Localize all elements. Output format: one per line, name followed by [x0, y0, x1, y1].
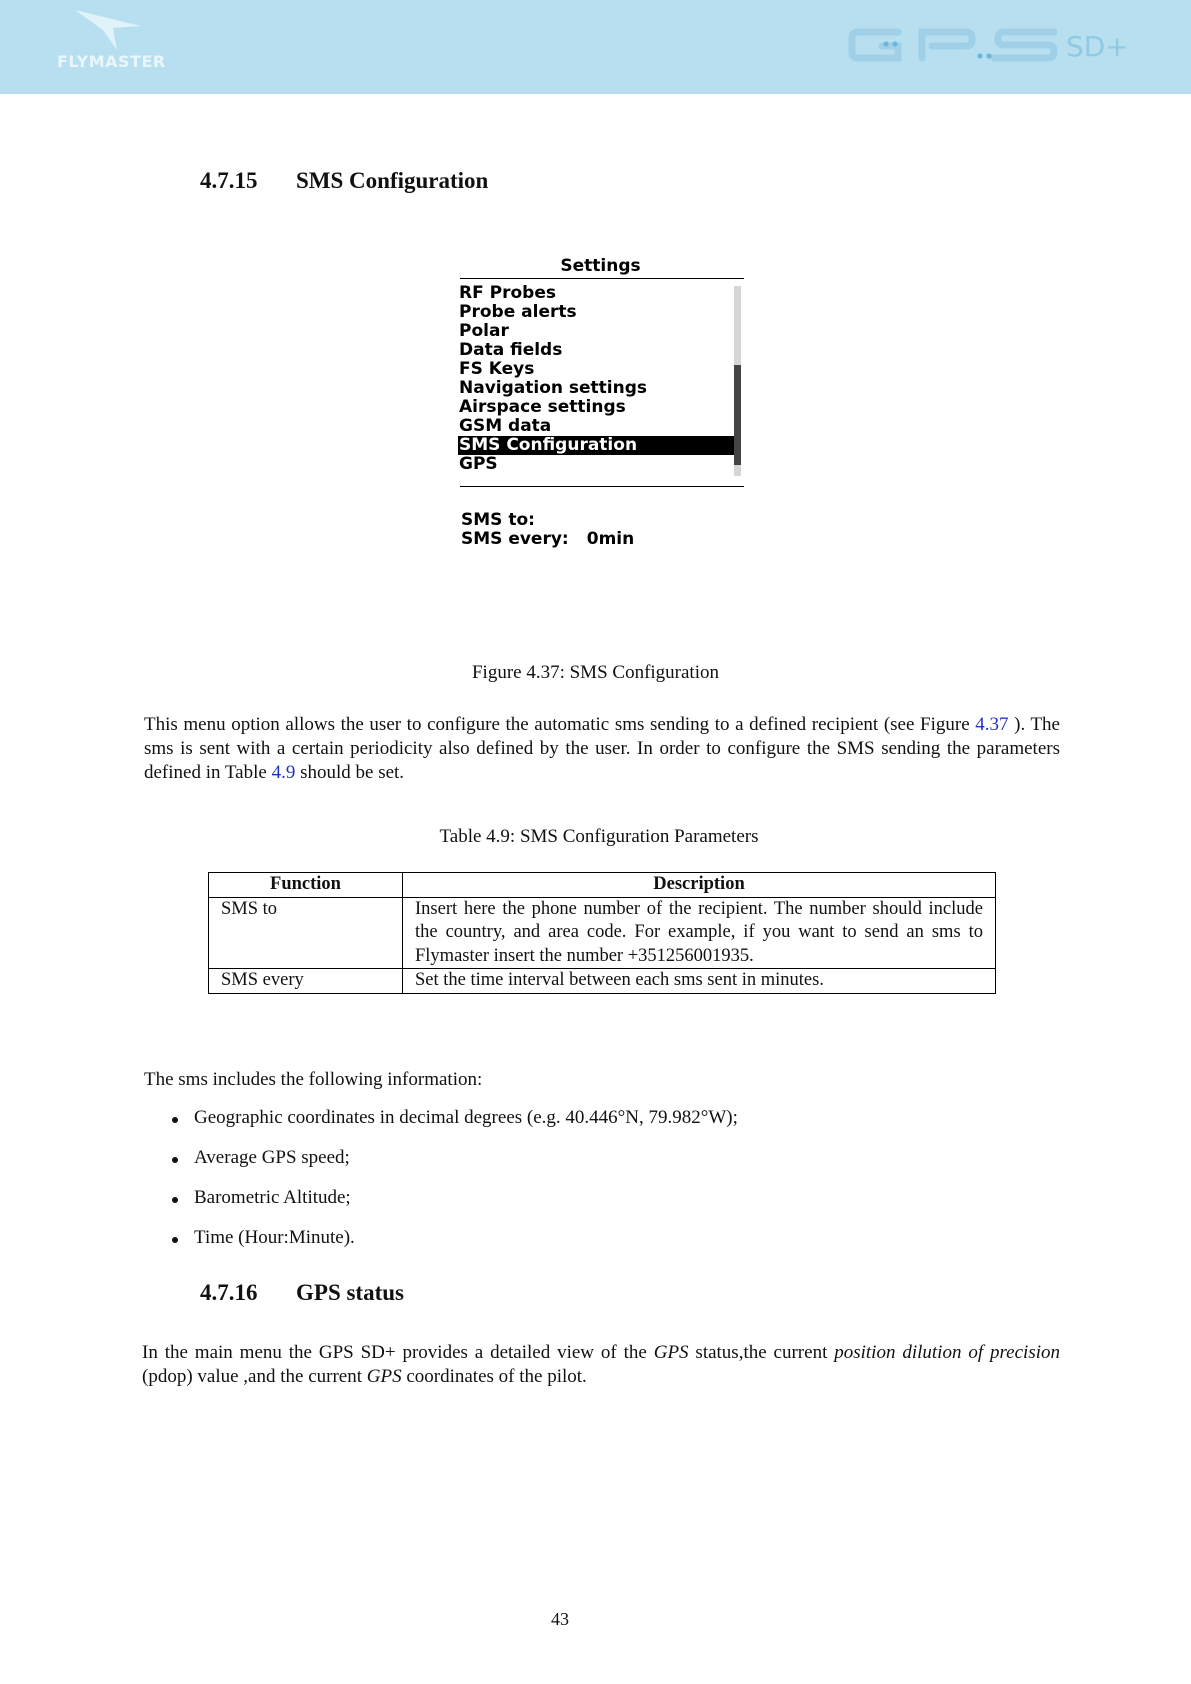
section-title: SMS Configuration [296, 168, 489, 193]
gps-sd-plus-logo [848, 24, 1138, 66]
description-cell: Set the time interval between each sms sent in minutes. [403, 969, 996, 994]
text-run: In the main menu the GPS SD+ provides a detailed view of the [142, 1342, 654, 1363]
section-heading-sms [200, 168, 488, 194]
body-paragraph [142, 1341, 1060, 1389]
list-item [168, 1186, 738, 1226]
page-number: 43 [551, 1609, 569, 1629]
info-list [168, 1106, 738, 1266]
text-run: (pdop) value ,and the current [142, 1366, 367, 1387]
table-row [209, 969, 996, 994]
function-cell: SMS to [209, 897, 403, 969]
text-run: This menu option allows the user to configure the automatic sms sending to a defined recipient (see Figure [144, 714, 976, 735]
description-cell: Insert here the phone number of the recipient. The number should include the country, and area code. For example, if you want to send an sms to Flymaster insert the number +351256001935. [403, 897, 996, 969]
text-run: ). The sms is sent with a certain periodicity also defined by the user. In order to configure the SMS sending the parameters defined in Table [144, 714, 1060, 783]
table-link[interactable]: 4.9 [271, 762, 296, 783]
menu-item-rf-probes[interactable]: RF Probes [459, 283, 556, 303]
list-item [168, 1106, 738, 1146]
section-title: GPS status [296, 1280, 404, 1305]
list-item-text: Geographic coordinates in decimal degrees (e.g. 40.446°N, 79.982°W); [194, 1107, 738, 1128]
divider [460, 278, 744, 279]
menu-item-gsm-data[interactable]: GSM data [459, 416, 552, 436]
column-header: Function [209, 873, 403, 898]
menu-item-fs-keys[interactable]: FS Keys [459, 359, 535, 379]
info-intro: The sms includes the following information: [144, 1069, 483, 1090]
settings-menu [458, 284, 734, 474]
body-paragraph [144, 713, 1060, 785]
figure-caption: Figure 4.37: SMS Configuration [471, 662, 719, 683]
text-run: status,the current [688, 1342, 835, 1363]
list-item [168, 1226, 738, 1266]
text-run: coordinates of the pilot. [401, 1366, 587, 1387]
device-screenshot [458, 252, 743, 562]
menu-item-probe-alerts[interactable]: Probe alerts [459, 302, 577, 322]
device-screen-title: Settings [560, 256, 641, 276]
param-sms-every [461, 529, 634, 549]
table-header-row [209, 873, 996, 898]
product-suffix: SD+ [1066, 30, 1129, 63]
flymaster-wing-icon [73, 8, 143, 52]
menu-item-navigation-settings[interactable]: Navigation settings [459, 378, 648, 398]
param-value: 0min [586, 529, 635, 549]
column-header: Description [403, 873, 996, 898]
menu-item-sms-configuration[interactable]: SMS Configuration [458, 436, 734, 455]
emphasis: GPS [366, 1366, 402, 1387]
menu-scrollbar-thumb[interactable] [734, 365, 741, 465]
brand-name: FLYMASTER [57, 52, 166, 71]
list-item-text: Barometric Altitude; [194, 1187, 351, 1208]
table-row [209, 897, 996, 969]
list-item-text: Average GPS speed; [194, 1147, 350, 1168]
section-heading-gps-status [200, 1280, 404, 1306]
section-number: 4.7.15 [200, 168, 258, 193]
bullet-icon [172, 1237, 178, 1243]
figure-link[interactable]: 4.37 [975, 714, 1009, 735]
bullet-icon [172, 1197, 178, 1203]
page-header [0, 0, 1191, 94]
text-run: should be set. [295, 762, 405, 783]
section-number: 4.7.16 [200, 1280, 258, 1305]
menu-item-gps[interactable]: GPS [459, 454, 498, 474]
emphasis: GPS [653, 1342, 689, 1363]
emphasis: position dilution of precision [834, 1342, 1061, 1363]
parameters-table [208, 872, 996, 994]
bullet-icon [172, 1117, 178, 1123]
gps-wordmark-icon [848, 24, 1068, 66]
function-cell: SMS every [209, 969, 403, 994]
table-caption: Table 4.9: SMS Configuration Parameters [439, 826, 759, 847]
flymaster-logo [55, 8, 175, 70]
list-item-text: Time (Hour:Minute). [194, 1227, 355, 1248]
param-sms-to [461, 510, 553, 530]
bullet-icon [172, 1157, 178, 1163]
param-label: SMS every: [461, 529, 569, 549]
list-item [168, 1146, 738, 1186]
menu-item-data-fields[interactable]: Data fields [459, 340, 563, 360]
menu-item-polar[interactable]: Polar [459, 321, 509, 341]
divider [460, 486, 744, 487]
param-label: SMS to: [461, 510, 535, 530]
menu-item-airspace-settings[interactable]: Airspace settings [459, 397, 626, 417]
